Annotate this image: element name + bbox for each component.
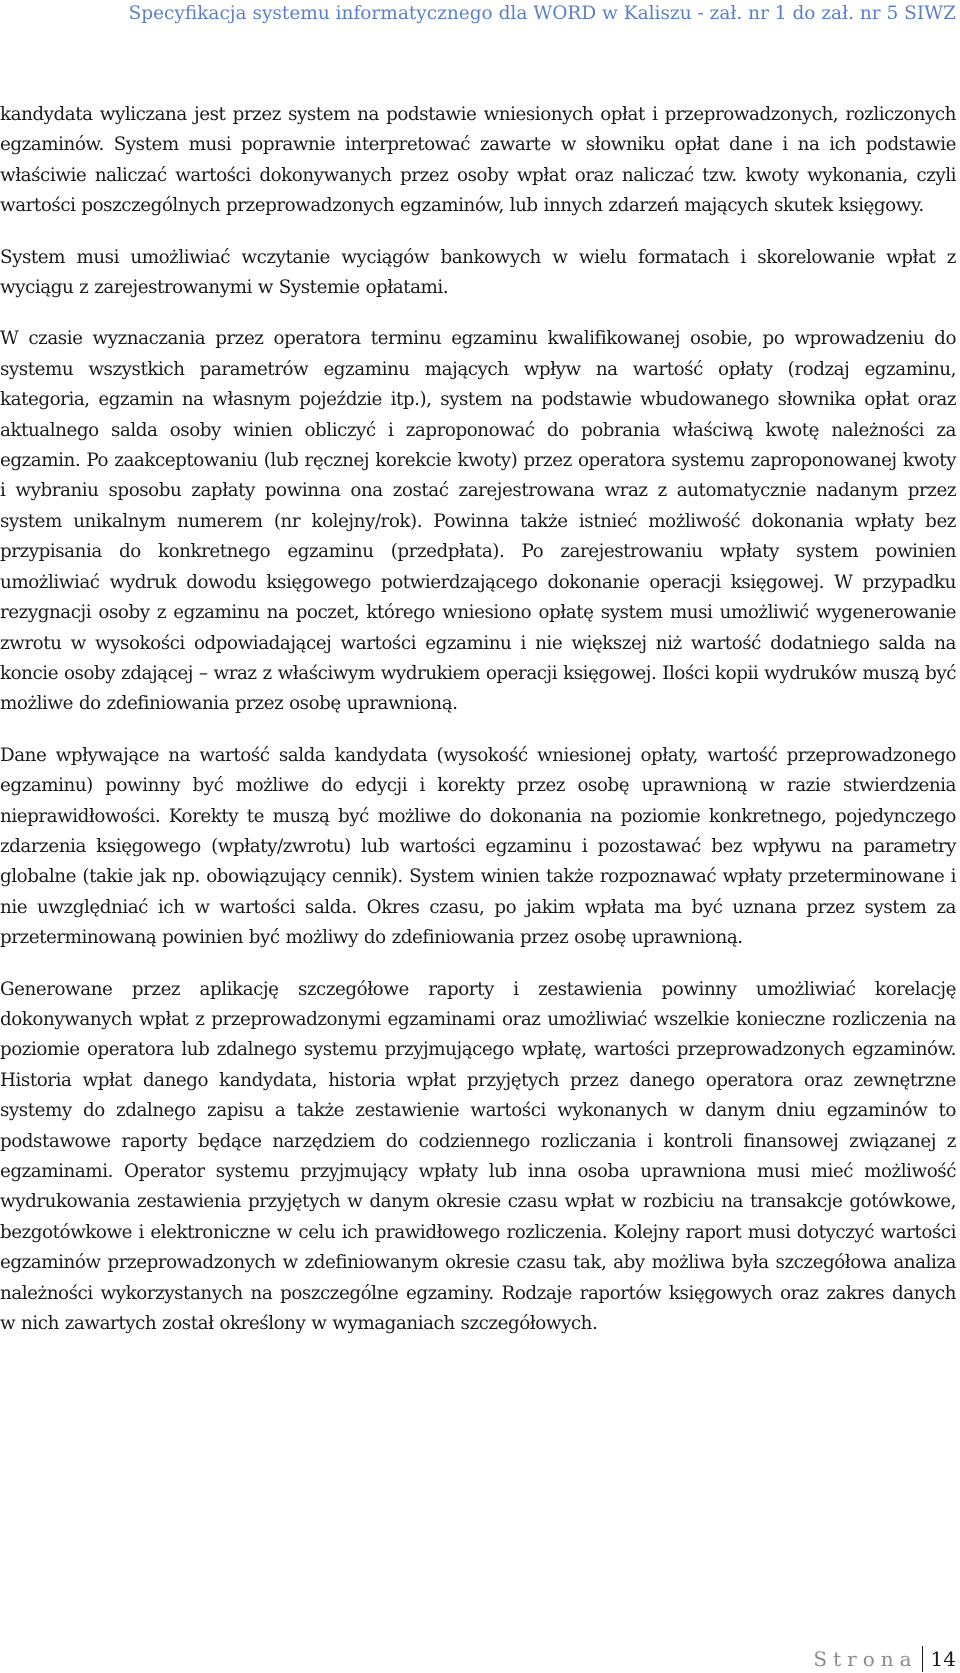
document-title: Specyfikacja systemu informatycznego dla WORD w Kaliszu - zał. nr 1 do zał. nr 5 SIWZ bbox=[128, 3, 956, 24]
paragraph-5: Generowane przez aplikację szczegółowe raporty i zestawienia powinny umożliwiać korelację dokonywanych wpłat z przeprowadzonymi egzaminami oraz umożliwiać wszelkie konieczne rozliczenia na poziomie operatora lub zdalnego systemu przyjmującego wpłatę, wartości przeprowadzonych egzaminów. Historia wpłat danego kandydata, historia wpłat przyjętych przez danego operatora oraz zewnętrzne systemy do zdalnego zapisu a także zestawienie wartości wykonanych w danym dniu egzaminów to podstawowe raporty będące narzędziem do codziennego rozliczania i kontroli finansowej związanej z egzaminami. Operator systemu przyjmujący wpłaty lub inna osoba uprawniona musi mieć możliwość wydrukowania zestawienia przyjętych w danym okresie czasu wpłat w rozbiciu na transakcje gotówkowe, bezgotówkowe i elektroniczne w celu ich prawidłowego rozliczenia. Kolejny raport musi dotyczyć wartości egzaminów przeprowadzonych w zdefiniowanym okresie czasu tak, aby możliwa była szczegółowa analiza należności wykorzystanych na poszczególne egzaminy. Rodzaje raportów księgowych oraz zakres danych w nich zawartych został określony w wymaganiach szczegółowych. bbox=[0, 978, 956, 1335]
page-number: 14 bbox=[930, 1647, 956, 1671]
footer-divider bbox=[922, 1646, 923, 1672]
paragraph-3: W czasie wyznaczania przez operatora terminu egzaminu kwalifikowanej osobie, po wprowadzeniu do systemu wszystkich parametrów egzaminu mających wpływ na wartość opłaty (rodzaj egzaminu, kategoria, egzamin na własnym pojeździe itp.), system na podstawie wbudowanego słownika opłat oraz aktualnego salda osoby winien obliczyć i zaproponować do pobrania właściwą kwotę należności za egzamin. Po zaakceptowaniu (lub ręcznej korekcie kwoty) przez operatora systemu zaproponowanej kwoty i wybraniu sposobu zapłaty powinna ona zostać zarejestrowana wraz z automatycznie nadanym przez system unikalnym numerem (nr kolejny/rok). Powinna także istnieć możliwość dokonania wpłaty bez przypisania do konkretnego egzaminu (przedpłata). Po zarejestrowaniu wpłaty system powinien umożliwiać wydruk dowodu księgowego potwierdzającego dokonanie operacji księgowej. W przypadku rezygnacji osoby z egzaminu na poczet, którego wniesiono opłatę system musi umożliwić wygenerowanie zwrotu w wysokości odpowiadającej wartości egzaminu i nie większej niż wartość dodatniego salda na koncie osoby zdającej – wraz z właściwym wydrukiem operacji księgowej. Ilości kopii wydruków muszą być możliwe do zdefiniowania przez osobę uprawnioną. bbox=[0, 328, 956, 715]
paragraph-2: System musi umożliwiać wczytanie wyciągów bankowych w wielu formatach i skorelowanie wpłat z wyciągu z zarejestrowanymi w Systemie opłatami. bbox=[0, 246, 956, 299]
page-label: Strona bbox=[813, 1647, 918, 1671]
paragraph-4: Dane wpływające na wartość salda kandydata (wysokość wniesionej opłaty, wartość przeprowadzonego egzaminu) powinny być możliwe do edycji i korekty przez osobę uprawnioną w razie stwierdzenia nieprawidłowości. Korekty te muszą być możliwe do dokonania na poziomie konkretnego, pojedynczego zdarzenia księgowego (wpłaty/zwrotu) lub wartości egzaminu i pozostawać bez wpływu na parametry globalne (takie jak np. obowiązujący cennik). System winien także rozpoznawać wpłaty przeterminowane i nie uwzględniać ich w wartości salda. Okres czasu, po jakim wpłata ma być uznana przez system za przeterminowaną powinien być możliwy do zdefiniowania przez osobę uprawnioną. bbox=[0, 744, 956, 949]
page-footer bbox=[813, 1645, 956, 1673]
document-body bbox=[0, 100, 956, 1360]
page-header bbox=[0, 2, 956, 26]
paragraph-1: kandydata wyliczana jest przez system na podstawie wniesionych opłat i przeprowadzonych, rozliczonych egzaminów. System musi poprawnie interpretować zawarte w słowniku opłat dane i na ich podstawie właściwie naliczać wartości dokonywanych przez osoby wpłat oraz naliczać tzw. kwoty wykonania, czyli wartości poszczególnych przeprowadzonych egzaminów, lub innych zdarzeń mających skutek księgowy. bbox=[0, 104, 956, 217]
